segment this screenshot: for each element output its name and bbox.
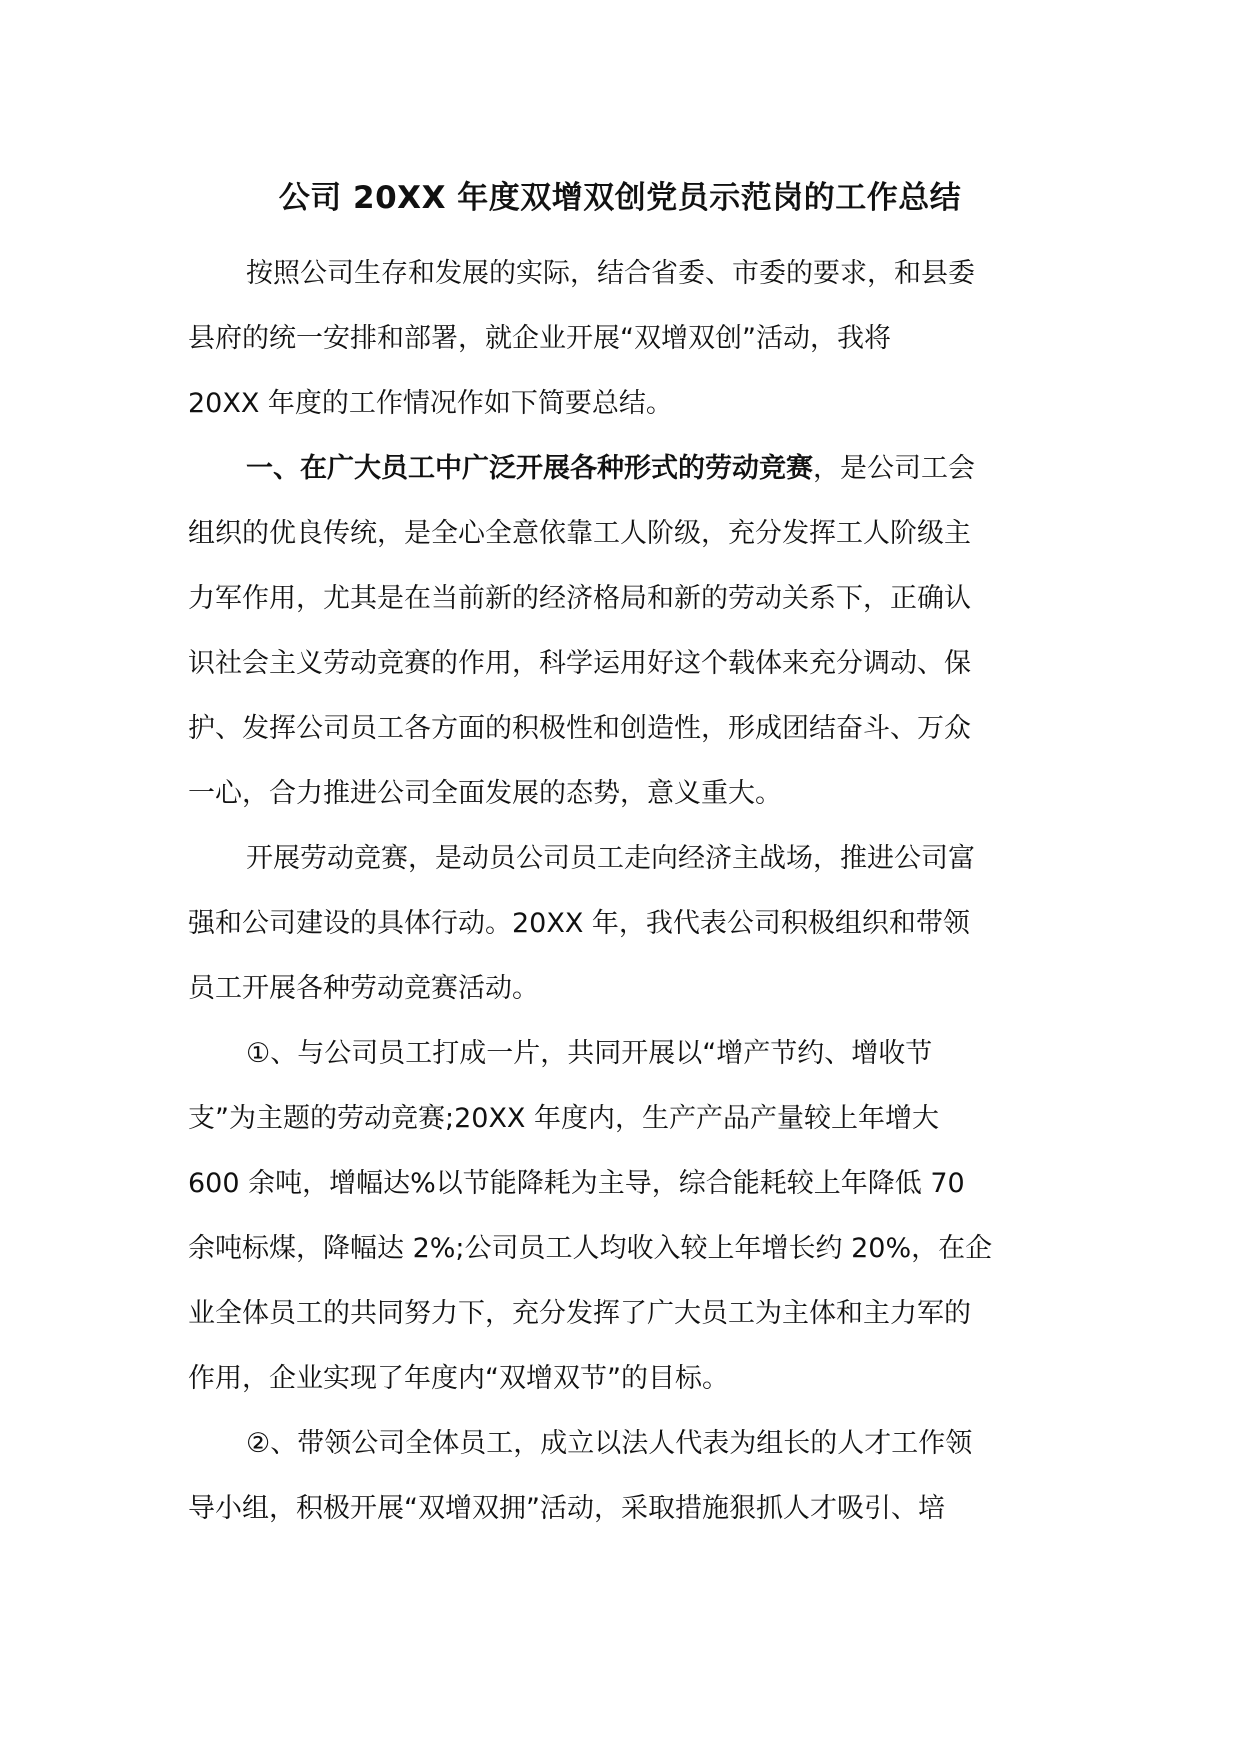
section-heading: 一、在广大员工中广泛开展各种形式的劳动竞赛 bbox=[246, 453, 813, 484]
paragraph-line: 业全体员工的共同努力下，充分发挥了广大员工为主体和主力军的 bbox=[188, 1298, 971, 1329]
paragraph-line: ②、带领公司全体员工，成立以法人代表为组长的人才工作领 bbox=[246, 1428, 973, 1459]
lead-continuation: ，是公司工会 bbox=[813, 453, 975, 484]
paragraph-line: 员工开展各种劳动竞赛活动。 bbox=[188, 973, 539, 1004]
paragraph-line: 一心，合力推进公司全面发展的态势，意义重大。 bbox=[188, 778, 782, 809]
paragraph-line: 余吨标煤，降幅达 2%;公司员工人均收入较上年增长约 20%，在企 bbox=[188, 1233, 993, 1264]
paragraph-intro bbox=[188, 241, 1048, 436]
paragraph-section-one bbox=[188, 436, 1048, 826]
paragraph-line: 作用，企业实现了年度内“双增双节”的目标。 bbox=[188, 1363, 729, 1394]
paragraph-line: ①、与公司员工打成一片，共同开展以“增产节约、增收节 bbox=[246, 1038, 933, 1069]
paragraph-labor-competition bbox=[188, 826, 1048, 1021]
document-title: 公司 20XX 年度双增双创党员示范岗的工作总结 bbox=[278, 180, 962, 216]
paragraph-line: 组织的优良传统，是全心全意依靠工人阶级，充分发挥工人阶级主 bbox=[188, 518, 971, 549]
document-body bbox=[188, 241, 1048, 1541]
paragraph-lead-line bbox=[188, 436, 1048, 501]
paragraph-line: 护、发挥公司员工各方面的积极性和创造性，形成团结奋斗、万众 bbox=[188, 713, 971, 744]
paragraph-line: 强和公司建设的具体行动。20XX 年，我代表公司积极组织和带领 bbox=[188, 908, 970, 939]
paragraph-line: 识社会主义劳动竞赛的作用，科学运用好这个载体来充分调动、保 bbox=[188, 648, 971, 679]
paragraph-line: 力军作用，尤其是在当前新的经济格局和新的劳动关系下，正确认 bbox=[188, 583, 971, 614]
paragraph-line: 开展劳动竞赛，是动员公司员工走向经济主战场，推进公司富 bbox=[246, 843, 975, 874]
paragraph-line: 县府的统一安排和部署，就企业开展“双增双创”活动，我将 bbox=[188, 323, 891, 354]
paragraph-item-two bbox=[188, 1411, 1048, 1541]
paragraph-line: 600 余吨，增幅达%以节能降耗为主导，综合能耗较上年降低 70 bbox=[188, 1168, 965, 1199]
paragraph-line: 支”为主题的劳动竞赛;20XX 年度内，生产产品产量较上年增大 bbox=[188, 1103, 940, 1134]
paragraph-line: 按照公司生存和发展的实际，结合省委、市委的要求，和县委 bbox=[246, 258, 975, 289]
paragraph-line: 20XX 年度的工作情况作如下简要总结。 bbox=[188, 388, 673, 419]
paragraph-line: 导小组，积极开展“双增双拥”活动，采取措施狠抓人才吸引、培 bbox=[188, 1493, 945, 1524]
paragraph-item-one bbox=[188, 1021, 1048, 1411]
